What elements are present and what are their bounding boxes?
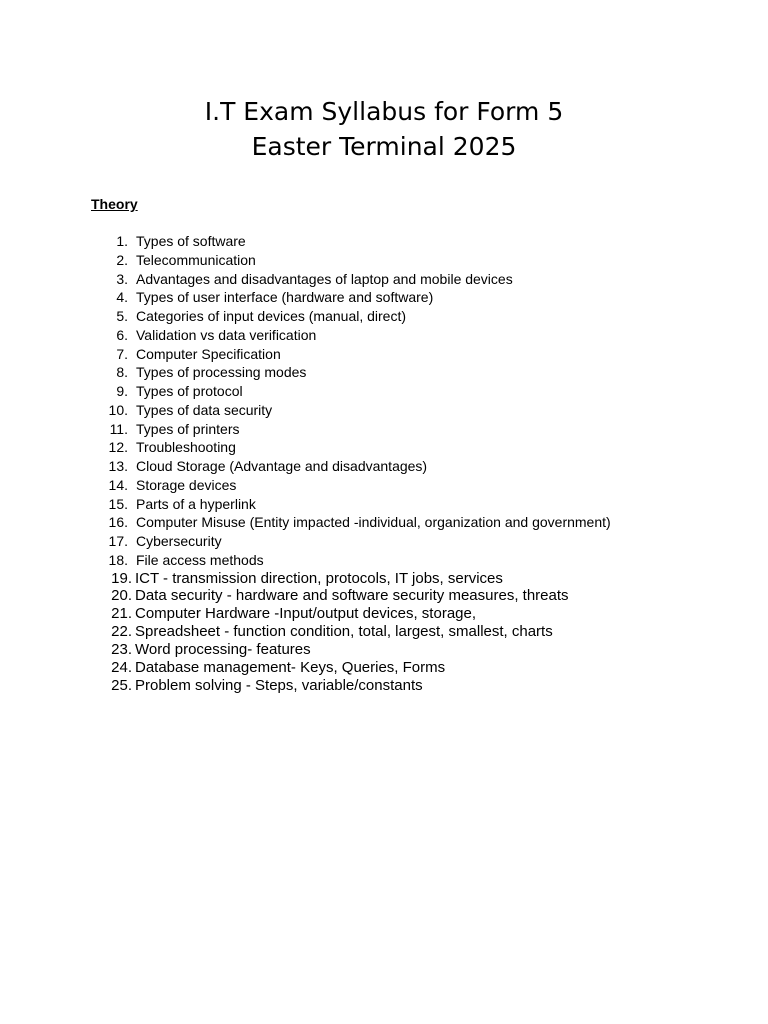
title-line-1: I.T Exam Syllabus for Form 5 [204, 97, 564, 126]
list-item-text: Troubleshooting [136, 439, 236, 456]
list-item-number: 20. [111, 587, 132, 605]
list-item-text: ICT - transmission direction, protocols, IT jobs, services [135, 569, 503, 587]
list-item-number: 19. [111, 569, 132, 587]
list-item-number: 1. [116, 233, 128, 249]
list-item-text: Types of user interface (hardware and software) [136, 289, 434, 306]
list-item-text: Computer Specification [136, 345, 281, 362]
list-item-text: Types of protocol [136, 383, 243, 399]
list-item-text: Types of software [136, 233, 246, 249]
list-item-text: Validation vs data verification [136, 326, 317, 343]
document-title [0, 94, 768, 164]
list-item-number: 11. [109, 420, 128, 437]
list-item-number: 5. [116, 308, 128, 324]
list-item-number: 15. [108, 495, 128, 512]
list-item-text: Types of data security [136, 401, 273, 418]
title-line-2: Easter Terminal 2025 [251, 132, 517, 161]
list-item-text: Spreadsheet - function condition, total, largest, smallest, charts [135, 623, 553, 641]
list-item-number: 21. [111, 605, 132, 623]
list-item-text: Advantages and disadvantages of laptop and mobile devices [136, 270, 513, 287]
list-item-text: Telecommunication [136, 251, 256, 268]
list-item-text: Categories of input devices (manual, direct) [136, 308, 407, 324]
list-item-number: 17. [108, 533, 128, 549]
list-item-text: Cybersecurity [136, 533, 222, 549]
list-item-number: 9. [116, 383, 128, 399]
list-item-text: Data security - hardware and software security measures, threats [135, 587, 569, 605]
list-item-text: Cloud Storage (Advantage and disadvantages) [136, 458, 428, 474]
list-item-number: 13. [108, 458, 128, 474]
list-item-number: 8. [116, 364, 128, 381]
list-item-number: 14. [108, 476, 128, 493]
list-item-text: Storage devices [136, 476, 237, 493]
list-item-text: Computer Hardware -Input/output devices, storage, [135, 605, 477, 623]
list-item-number: 3. [116, 270, 128, 287]
list-item-text: Database management- Keys, Queries, Forms [135, 658, 446, 676]
section-heading-theory: Theory [91, 196, 138, 212]
list-item-number: 10. [108, 401, 128, 418]
list-item-number: 25. [111, 676, 132, 694]
list-item-text: Word processing- features [135, 641, 311, 659]
list-item-number: 22. [111, 623, 132, 641]
list-item-number: 16. [108, 514, 128, 531]
list-item-text: Types of printers [136, 420, 240, 437]
list-item-number: 24. [111, 658, 132, 676]
list-item-number: 12. [108, 439, 128, 456]
list-item-number: 18. [108, 551, 128, 568]
list-item-text: Computer Misuse (Entity impacted -individual, organization and government) [136, 514, 611, 531]
list-item-text: Types of processing modes [136, 364, 307, 381]
list-item-number: 23. [111, 641, 132, 659]
list-item-number: 7. [116, 345, 128, 362]
list-item-text: File access methods [136, 551, 264, 568]
list-item-number: 6. [116, 326, 128, 343]
list-item-text: Parts of a hyperlink [136, 495, 256, 512]
list-item-text: Problem solving - Steps, variable/constants [135, 676, 423, 694]
list-item-number: 2. [116, 251, 128, 268]
list-item-number: 4. [116, 289, 128, 306]
